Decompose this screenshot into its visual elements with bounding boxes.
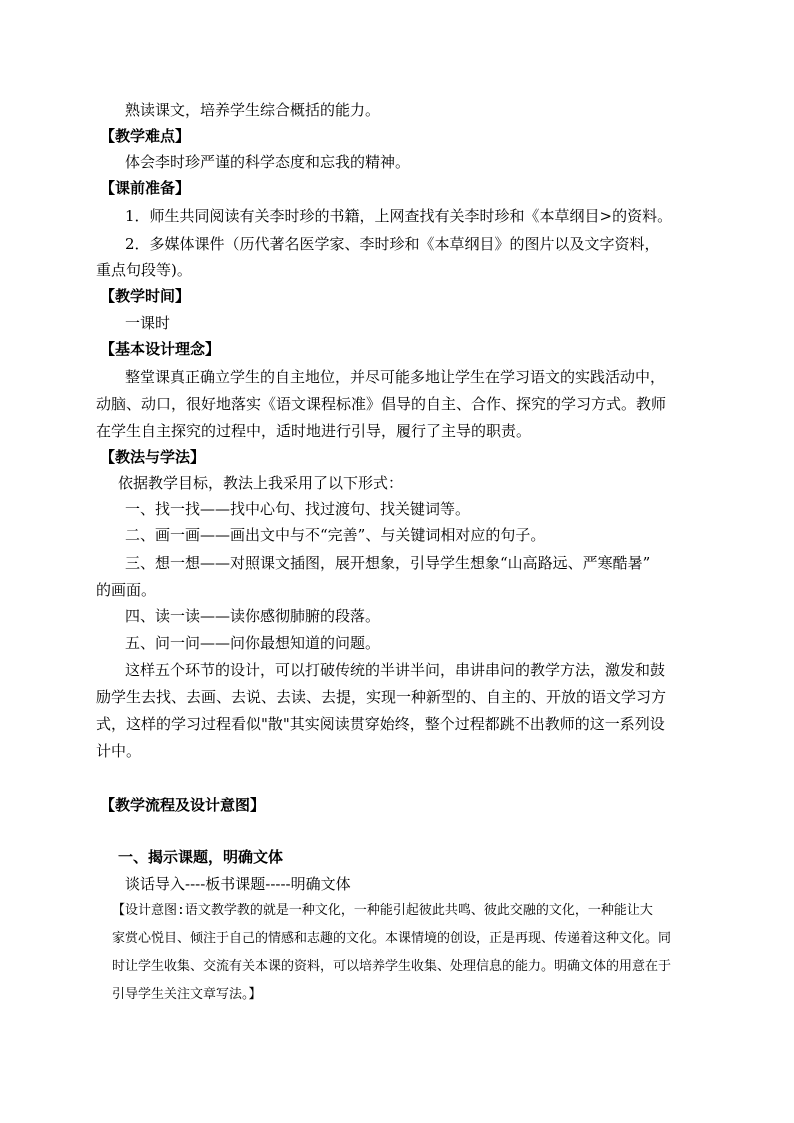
methods-heading: 【教法与学法】 xyxy=(100,448,206,466)
preparation-item-2-line-1: 2．多媒体课件（历代著名医学家、李时珍和《本草纲目》的图片以及文字资料， xyxy=(125,235,660,253)
method-3-line-1: 三、想一想——对照课文插图，展开想象，引导学生想象“山高路远、严寒酷暑” xyxy=(125,554,651,572)
difficulty-body: 体会李时珍严谨的科学态度和忘我的精神。 xyxy=(125,153,411,171)
preparation-heading: 【课前准备】 xyxy=(100,179,191,197)
design-concept-line-3: 在学生自主探究的过程中，适时地进行引导，履行了主导的职责。 xyxy=(96,422,532,440)
teaching-time-body: 一课时 xyxy=(125,314,171,332)
methods-intro: 依据教学目标，教法上我采用了以下形式： xyxy=(118,474,404,492)
preparation-item-1: 1．师生共同阅读有关李时珍的书籍，上网查找有关李时珍和《本草纲目>的资料。 xyxy=(125,207,673,225)
design-concept-line-1: 整堂课真正确立学生的自主地位，并尽可能多地让学生在学习语文的实践活动中， xyxy=(125,368,666,386)
teaching-goal-text: 熟读课文，培养学生综合概括的能力。 xyxy=(125,101,381,119)
method-5: 五、问一问——问你最想知道的问题。 xyxy=(125,634,381,652)
methods-summary-line-2: 励学生去找、去画、去说、去读、去提，实现一种新型的、自主的、开放的语文学习方 xyxy=(96,688,667,706)
design-intent-note-line-4: 引导学生关注文章写法。】 xyxy=(112,987,262,1002)
methods-summary-line-3: 式，这样的学习过程看似"散"其实阅读贯穿始终，整个过程都跳不出教师的这一系列设 xyxy=(96,715,665,733)
method-4: 四、读一读——读你感彻肺腑的段落。 xyxy=(125,607,381,625)
design-intent-note-line-1: 【设计意图:语文教学教的就是一种文化，一种能引起彼此共鸣、彼此交融的文化，一种能让大 xyxy=(112,903,653,918)
teaching-time-heading: 【教学时间】 xyxy=(100,287,191,305)
design-concept-heading: 【基本设计理念】 xyxy=(100,340,221,358)
methods-summary-line-1: 这样五个环节的设计，可以打破传统的半讲半问，串讲串问的教学方法，激发和鼓 xyxy=(125,661,666,679)
design-intent-note-line-2: 家赏心悦目、倾注于自己的情感和志趣的文化。本课情境的创设，正是再现、传递着这种文化。同 xyxy=(112,931,672,946)
difficulty-heading: 【教学难点】 xyxy=(100,127,191,145)
flow-heading: 【教学流程及设计意图】 xyxy=(100,796,266,814)
section-1-steps: 谈话导入----板书课题-----明确文体 xyxy=(125,875,351,893)
design-concept-line-2: 动脑、动口，很好地落实《语文课程标准》倡导的自主、合作、探究的学习方式。教师 xyxy=(96,395,667,413)
section-1-title: 一、揭示课题，明确文体 xyxy=(118,848,284,866)
method-1: 一、找一找——找中心句、找过渡句、找关键词等。 xyxy=(125,500,471,518)
method-3-line-2: 的画面。 xyxy=(96,581,157,599)
methods-summary-line-4: 计中。 xyxy=(96,742,142,760)
design-intent-note-line-3: 时让学生收集、交流有关本课的资料，可以培养学生收集、处理信息的能力。明确文体的用意在于 xyxy=(112,959,672,974)
method-2: 二、画一画——画出文中与不“完善”、与关键词相对应的句子。 xyxy=(125,526,546,544)
preparation-item-2-line-2: 重点句段等)。 xyxy=(96,261,192,279)
